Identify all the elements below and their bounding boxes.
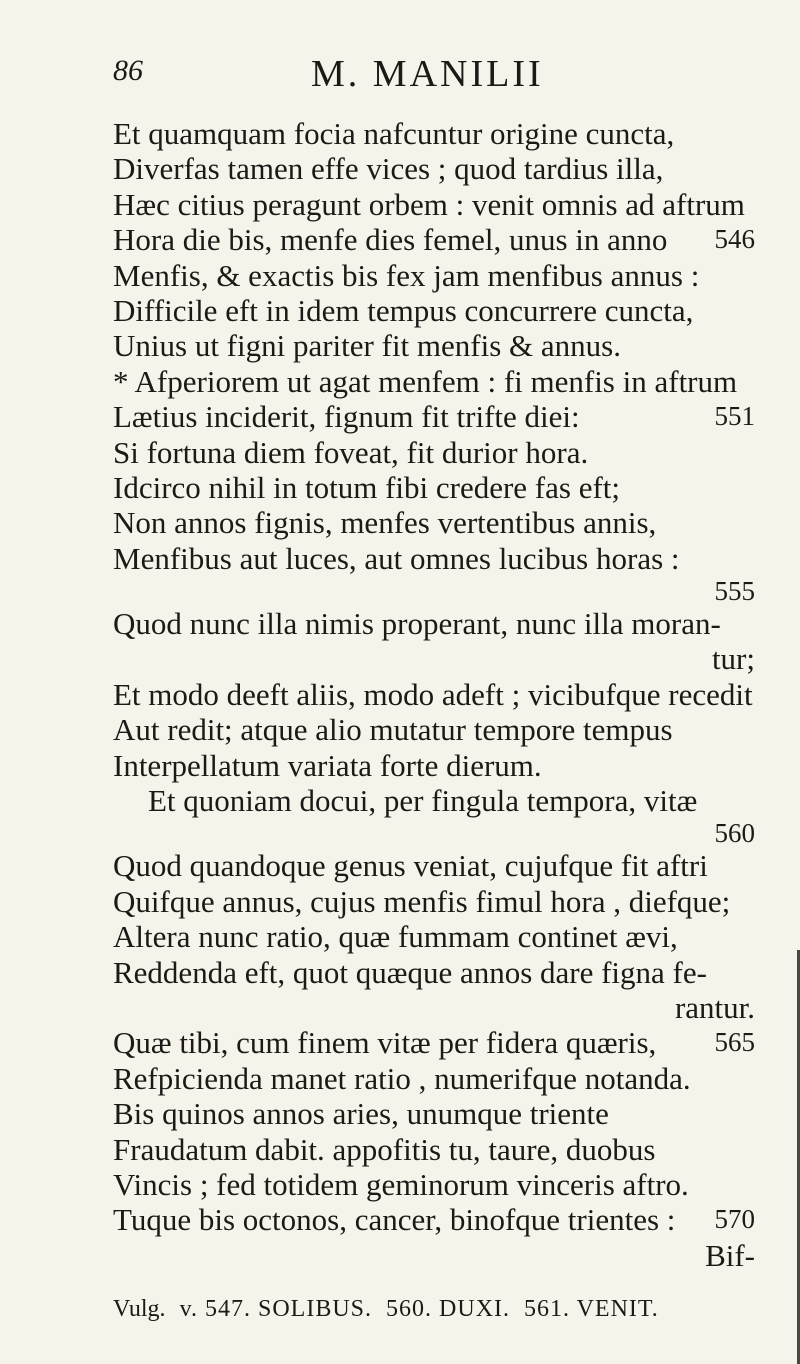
verse-line: Quifque annus, cujus menfis fimul hora , diefque; [113, 883, 731, 919]
running-head: M. MANILII [311, 53, 544, 95]
verse-line: Aut redit; atque alio mutatur tempore tempus [113, 712, 673, 748]
verse-continuation-line [113, 641, 775, 676]
verse-line: Quod quandoque genus veniat, cujufque fit aftri [113, 848, 708, 884]
verse-line: Tuque bis octonos, cancer, binofque trientes : 570 [113, 1202, 755, 1238]
variant-readings-footnote [113, 1296, 775, 1323]
line-number: 565 [714, 1027, 755, 1058]
line-number: 546 [714, 224, 755, 255]
verse-line: Altera nunc ratio, quæ fummam continet ævi, [113, 919, 678, 955]
verse-line: Quæ tibi, cum finem vitæ per fidera quæris, 565 [113, 1025, 755, 1061]
verse-line: Et modo deeft aliis, modo adeft ; vicibufque recedit [113, 676, 753, 712]
verse-line: Diverfas tamen effe vices ; quod tardius illa, [113, 151, 664, 187]
verse-line: * Afperiorem ut agat menfem : fi menfis in aftrum [113, 363, 738, 399]
line-number: 560 [714, 818, 755, 849]
verse-line: Idcirco nihil in totum fibi credere fas eft; [113, 469, 621, 505]
verse-line: Si fortuna diem foveat, fit durior hora. [113, 434, 589, 470]
verse-line: Refpicienda manet ratio , numerifque notanda. [113, 1060, 691, 1096]
page-number: 86 [113, 54, 143, 87]
verse-line: Et quamquam focia nafcuntur origine cuncta, [113, 116, 675, 151]
verse-line: Unius ut figni pariter fit menfis & annus. [113, 328, 621, 364]
line-number-row [113, 576, 775, 606]
verse-line: Hæc citius peragunt orbem : venit omnis ad aftrum [113, 186, 745, 222]
line-number: 555 [714, 576, 755, 607]
footnote-variant: 561. VENIT. [524, 1296, 659, 1322]
line-number: 570 [714, 1204, 755, 1235]
verse-line: Menfis, & exactis bis fex jam menfibus annus : [113, 257, 700, 293]
verse-line: Interpellatum variata forte dierum. [113, 747, 542, 783]
verse-line: Lætius inciderit, fignum fit trifte diei: 551 [113, 399, 755, 435]
verse-continuation: rantur. [674, 989, 755, 1025]
verse-line: Fraudatum dabit. appofitis tu, taure, duobus [113, 1131, 656, 1167]
footnote-variant: 560. DUXI. [386, 1296, 511, 1322]
verse-text [113, 116, 775, 1273]
verse-line: Hora die bis, menfe dies femel, unus in anno 546 [113, 222, 755, 258]
verse-line: Et quoniam docui, per fingula tempora, vitæ [148, 783, 698, 819]
verse-line: Menfibus aut luces, aut omnes lucibus horas : [113, 540, 680, 576]
verse-line: Reddenda eft, quot quæque annos dare figna fe- [113, 954, 707, 990]
page-header [113, 52, 773, 96]
footnote-variant: v. 547. SOLIBUS. [179, 1296, 373, 1322]
verse-line: Bis quinos annos aries, unumque triente [113, 1096, 609, 1132]
verse-continuation-line [113, 990, 775, 1025]
line-number: 551 [714, 401, 755, 432]
verse-continuation: tur; [711, 641, 755, 677]
line-number-row [113, 818, 775, 848]
verse-line: Quod nunc illa nimis properant, nunc illa moran- [113, 606, 721, 642]
catchword: Bif- [705, 1237, 755, 1273]
verse-line: Difficile eft in idem tempus concurrere cuncta, [113, 292, 694, 328]
footnote-label: Vulg. [113, 1296, 166, 1322]
verse-continuation-line [113, 1238, 775, 1273]
verse-line: Vincis ; fed totidem geminorum vinceris aftro. [113, 1166, 689, 1202]
verse-line: Non annos fignis, menfes vertentibus annis, [113, 505, 657, 541]
